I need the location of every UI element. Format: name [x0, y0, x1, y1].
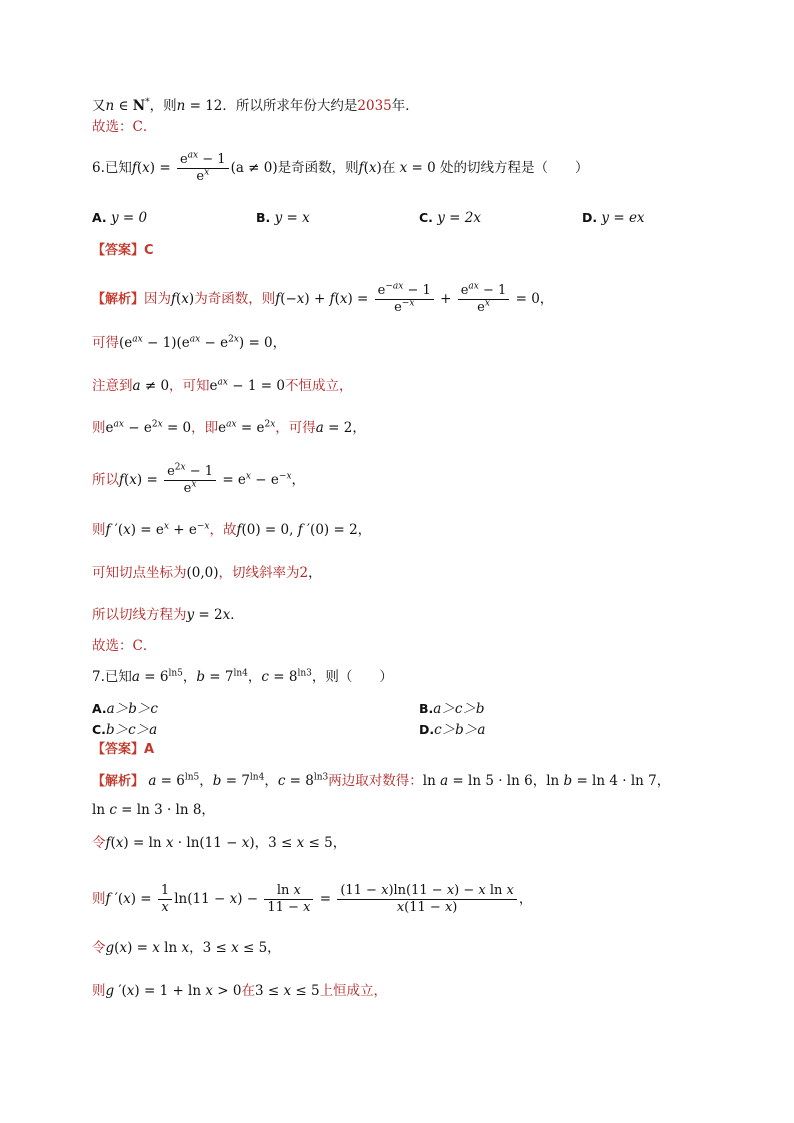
analysis-label: 【解析】 [92, 774, 145, 789]
analysis-text: 令 [92, 835, 106, 851]
option-expr: y = x [274, 210, 310, 226]
q7-analysis-3: 令f(x) = ln x · ln(11 − x)，3 ≤ x ≤ 5， [92, 835, 347, 851]
analysis-text: ，可得 [275, 420, 316, 436]
q6-cond: (a ≠ 0) [230, 160, 278, 176]
q6-prefix: 6.已知 [92, 160, 132, 176]
q6-analysis-8: 所以切线方程为y = 2x． [92, 607, 244, 623]
analysis-text: 则 [92, 420, 106, 436]
option-letter: D. [419, 722, 435, 737]
fraction: $\frac{\text{(11 − x)ln(11 − x) − x ln x}}{x(11 - x)}$ [337, 883, 517, 916]
q6-analysis-4: 则$e^{ax} - e^{2x} = 0$，即$e^{ax} = e^{2x}$，可得a = 2， [92, 419, 366, 436]
q6-analysis-7: 可知切点坐标为(0,0)，切线斜率为2， [92, 565, 322, 581]
option-letter: B. [256, 210, 271, 225]
q6-analysis-2: 可得$(e^{ax} - 1)(e^{ax} - e^{2x}) = 0$， [92, 334, 287, 351]
q6-text: 在 [381, 160, 396, 176]
fraction: $\frac{1}{x}$ [158, 883, 172, 916]
q7-analysis-5: 令g(x) = x ln x，3 ≤ x ≤ 5， [92, 940, 281, 956]
fraction: $\frac{e^{-ax} - 1}{e^{-x}}$ [375, 283, 434, 316]
q6-option-c [419, 210, 481, 226]
option-expr: c＞b＞a [434, 722, 486, 738]
q6-analysis-6: 则f $'(x) = e^x + e^{-x}$，故f(0) = 0, f ′(0) = 2， [92, 521, 372, 538]
q7-prefix: 7.已知 [92, 669, 132, 685]
option-expr: b＞c＞a [105, 722, 158, 738]
option-letter: B. [419, 701, 434, 716]
analysis-label: 【解析】 [92, 292, 145, 307]
fraction: $\frac{\text{ln x}}{11 - x}$ [264, 883, 313, 916]
p5-conclusion-line: 又n ∈ N*，则n = 12．所以所求年份大约是2035年． [92, 97, 419, 114]
q6-fraction: $\frac{e^{ax} - 1}{e^x}$ [177, 152, 229, 185]
analysis-text: 则 [92, 983, 106, 999]
q6-option-d [582, 210, 645, 226]
p5-text: 又 [92, 98, 106, 114]
q6-analysis-1: 【解析】因为f(x)为奇函数，则f(−x) + f(x) = $\frac{e^{-ax} - 1}{e^{-x}}$ + $\frac{e^{ax} - 1}{e^x}$ = 0， [92, 281, 554, 315]
q7-analysis-2: ln c = ln 3 · ln 8， [92, 802, 215, 818]
q7-option-a [92, 697, 158, 717]
q7-analysis-4: 则f ′(x) = $\frac{1}{x}$ ln(11 − x) − $\frac{\text{ln x}}{11 - x}$ = $\frac{\text{(11 − x)ln(11 − x) − x ln x}}{x(11 - x)}$ ， [92, 883, 533, 915]
analysis-text: 则 [92, 522, 106, 538]
q7-suffix: ，则（ ） [311, 669, 393, 685]
option-letter: C. [92, 722, 106, 737]
option-letter: A. [92, 701, 107, 716]
q7-analysis-6: 则g ′(x) = 1 + ln x > 0在3 ≤ x ≤ 5上恒成立， [92, 983, 388, 999]
analysis-text: 因为 [144, 291, 172, 307]
analysis-text: 上恒成立， [319, 983, 388, 999]
p5-text: 年． [391, 98, 419, 114]
analysis-text: 可知切点坐标为 [92, 565, 187, 581]
p5-text: ，则 [149, 98, 177, 114]
q7-option-b [419, 697, 485, 717]
analysis-text: 则 [92, 891, 106, 907]
q6-text: 是奇函数，则 [277, 160, 359, 176]
analysis-text: ，切线斜率为 [218, 565, 300, 581]
q6-option-b [256, 210, 310, 226]
option-expr: y = ex [601, 210, 645, 226]
fraction: $\frac{e^{2x} - 1}{e^x}$ [164, 464, 216, 497]
analysis-text: 注意到 [92, 378, 133, 394]
q6-analysis-5: 所以f(x) = $\frac{e^{2x} - 1}{e^x}$ = $e^x - e^{-x}$， [92, 462, 306, 496]
option-expr: a＞b＞c [106, 701, 158, 717]
q6-stem: 6.已知f(x) = $\frac{e^{ax} - 1}{e^x}$ (a ≠ 0)是奇函数，则f(x)在 x = 0 处的切线方程是（ ） [92, 150, 589, 184]
analysis-text: 所以 [92, 472, 119, 488]
option-letter: A. [92, 210, 107, 225]
analysis-text: 可得 [92, 335, 119, 351]
p5-choose: 故选：C． [92, 119, 157, 135]
q7-option-d [419, 718, 485, 738]
analysis-text: ，可知 [169, 378, 210, 394]
option-expr: y = 0 [110, 210, 148, 226]
option-letter: C. [419, 210, 433, 225]
q7-option-c [92, 718, 157, 738]
q6-text: 处的切线方程是（ ） [440, 160, 589, 176]
p5-year: 2035 [357, 98, 392, 114]
q6-answer: 【答案】C [92, 243, 154, 258]
p5-text: ．所以所求年份大约是 [222, 98, 358, 114]
analysis-text: 为奇函数，则 [194, 291, 276, 307]
q6-choose: 故选：C． [92, 638, 157, 654]
analysis-text: ，故 [209, 522, 237, 538]
q7-answer: 【答案】A [92, 742, 155, 757]
analysis-text: 令 [92, 940, 106, 956]
option-expr: y = 2x [437, 210, 481, 226]
slope-value: 2 [299, 565, 309, 581]
q6-option-a [92, 210, 147, 226]
analysis-text: 两边取对数得： [328, 773, 423, 789]
analysis-text: 在 [241, 983, 255, 999]
option-letter: D. [582, 210, 598, 225]
analysis-text: 不恒成立， [284, 378, 353, 394]
analysis-text: 所以切线方程为 [92, 607, 187, 623]
q7-stem: 7.已知$a = 6^{ln5}$，$b = 7^{ln4}$，$c = 8^{ln3}$，则（ ） [92, 668, 393, 685]
option-expr: a＞c＞b [433, 701, 485, 717]
q6-analysis-3: 注意到a ≠ 0，可知$e^{ax} - 1 = 0$不恒成立， [92, 377, 353, 394]
q7-analysis-1: 【解析】 $a = 6^{ln5}$，$b = 7^{ln4}$，$c = 8^{ln3}$两边取对数得：ln a = ln 5 · ln 6，ln b = ln 4 · ln 7， [92, 772, 671, 789]
fraction: $\frac{e^{ax} - 1}{e^x}$ [458, 283, 510, 316]
analysis-text: ，即 [191, 420, 219, 436]
